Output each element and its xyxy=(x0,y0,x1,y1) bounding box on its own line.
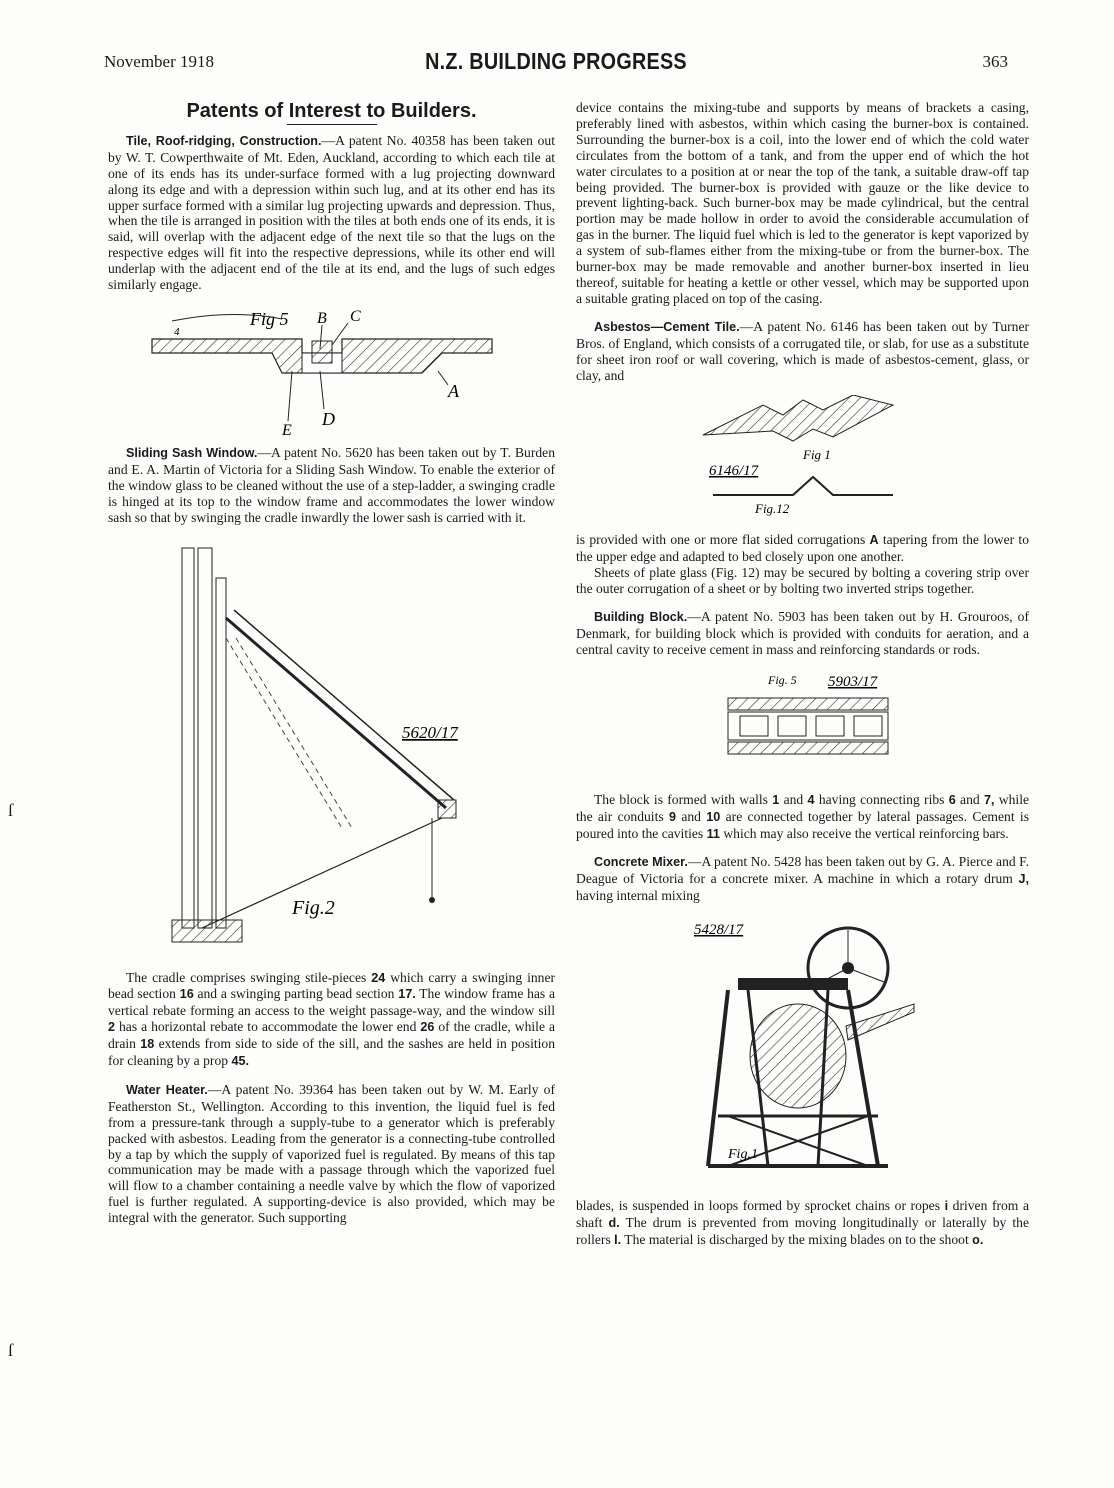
issue-date: November 1918 xyxy=(104,52,215,71)
mixer-fig-label: Fig.1 xyxy=(727,1147,758,1163)
ref-45: 45. xyxy=(231,1054,249,1069)
tile-label-4: 4 xyxy=(173,325,179,338)
right-column xyxy=(576,100,1029,1261)
block-p2-b: and xyxy=(783,791,804,807)
ref-18: 18 xyxy=(140,1037,155,1052)
ref-16: 16 xyxy=(179,987,194,1002)
sash-text: —A patent No. 5620 has been taken out by T. Burden and E. A. Martin of Victoria for a Sliding Sash Window. To enable the exterior of the window glass to be cleaned without the use of a step-ladder, a swinging cradle is hinged at its top to the window frame and accommodates the lower window sash so that by swinging the cradle inwardly the lower sash is carried with it. xyxy=(108,444,555,525)
ref-1: 1 xyxy=(772,792,780,807)
tile-label-d: D xyxy=(321,408,335,429)
cradle-text-f: of the cradle, while a drain xyxy=(108,1019,555,1052)
tile-paragraph xyxy=(108,133,555,293)
heater-continued: device contains the mixing-tube and supports by means of brackets a casing, preferably lined with asbestos, within which casing the burner-box is contained. Surrounding the burner-box is a coil, into the lower end of which the cold water circulates from the bottom of a tank, and from the upper end of which the hot water circulates to a position at or near the top of the tank, a suitable draw-off tap being provided. The burner-box is provided with gauze or the like device to prevent lighting-back. Such burner-box may be made cylindrical, but the central portion may be made hollow in order to avoid the considerable accumulation of gas in the burner. The liquid fuel which is led to the generator is kept vaporized by a system of sub-flames either from the mixing-tube or from the burner-box. The burner-box may be made removable and another burner-box inserted in lieu thereof, suitable for heating a kettle or other vessel, which may be supported upon a suitable grating placed on top of the casing. xyxy=(576,100,1029,306)
asbestos-text: —A patent No. 6146 has been taken out by Turner Bros. of England, which consists of a corrugated tile, or slab, for use as a substitute for sheet iron roof or wall covering, which is made of asbestos-cement, glass, or clay, and xyxy=(576,318,1030,383)
block-p2-f: and xyxy=(681,808,701,824)
mixer-heading: Concrete Mixer. xyxy=(594,855,688,870)
tile-text: —A patent No. 40358 has been taken out by W. T. Cowperthwaite of Mt. Eden, Auckland, according to which each tile at one of its ends has its under-surface formed with a lug projecting downward along its edge and with a depression within such lug, and at its other end has its upper surface formed with a similar lug projecting upwards and depression. Thus, when the tile is arranged in position with the tiles at both ends one of its ends, it is said, will overlap with the adjacent edge of the next tile so that the lugs on the respective edges will fit into the respective depressions, while its other end will underlap with the adjacent end of the tile at its end, and the lugs of such edges similarly engage. xyxy=(108,132,555,293)
ref-d: d. xyxy=(608,1216,620,1231)
publication-title: N.Z. BUILDING PROGRESS xyxy=(425,48,687,74)
asbestos-after-a: is provided with one or more flat sided corrugations xyxy=(576,532,866,548)
left-column xyxy=(108,100,555,1238)
cradle-text-b: which carry a swinging inner bead section xyxy=(108,969,556,1002)
heater-text-left: —A patent No. 39364 has been taken out by W. M. Early of Featherston St., Wellington. According to this invention, the liquid fuel is fed from a pressure-tank through a supply-tube to a generator which is preferably packed with asbestos. Leading from the generator is a connecting-tube controlled by a tap by which the supply of vaporized fuel is regulated. By means of this tap communication may be made with a passage through which the vaporized fuel will flow to a chamber containing a needle valve by which the flow of vaporized fuel is further regulated. A supporting-device is also provided, which may be integral with the generator. Such supporting xyxy=(108,1081,555,1226)
block-p2-h: which may also receive the vertical reinforcing bars. xyxy=(723,825,1009,841)
tile-label-c: C xyxy=(349,307,361,325)
sash-fig-label: Fig.2 xyxy=(291,896,335,919)
cradle-paragraph xyxy=(108,970,555,1070)
block-text: —A patent No. 5903 has been taken out by H. Grouroos, of Denmark, for building block which is provided with conduits for aeration, and a central cavity to receive cement in mass and reinforcing standards or rods. xyxy=(576,609,1029,657)
block-p2-c: having connecting ribs xyxy=(818,791,945,807)
ref-7: 7, xyxy=(983,792,995,807)
article-title: Patents of Interest to Builders. xyxy=(186,100,477,122)
mixer-fig-number: 5428/17 xyxy=(693,922,743,939)
ref-17: 17. xyxy=(398,987,416,1002)
ref-2: 2 xyxy=(108,1020,116,1035)
cradle-text-d: The window frame has a vertical rebate forming an access to the weight passage-way, and the window sill xyxy=(108,986,556,1019)
block-paragraph xyxy=(576,609,1029,658)
block-p2-d: and xyxy=(960,791,980,807)
ref-26: 26 xyxy=(420,1020,435,1035)
cradle-text-e: has a horizontal rebate to accommodate the lower end xyxy=(118,1019,417,1035)
fig12-label: Fig.12 xyxy=(754,501,789,517)
cradle-text-c: and a swinging parting bead section xyxy=(197,986,395,1002)
block-p2-g: are connected together by lateral passages. Cement is poured into the cavities xyxy=(576,808,1029,841)
heater-heading: Water Heater. xyxy=(126,1082,208,1097)
mixer-paragraph-2 xyxy=(576,1198,1029,1249)
mixer-paragraph xyxy=(576,854,1029,904)
building-block-figure xyxy=(708,670,898,780)
sash-paragraph xyxy=(108,445,555,526)
asbestos-paragraph xyxy=(576,319,1029,384)
tile-heading: Tile, Roof-ridging, Construction. xyxy=(126,133,322,148)
fig1-label: Fig 1 xyxy=(802,447,831,463)
asbestos-fig-number: 6146/17 xyxy=(708,463,758,480)
tile-figure xyxy=(142,301,522,437)
asbestos-paragraph-2: Sheets of plate glass (Fig. 12) may be secured by bolting a covering strip over the outer corrugation of a sheet or by bolting two inverted strips together. xyxy=(576,565,1029,597)
ref-24: 24 xyxy=(371,970,386,985)
sash-window-figure xyxy=(142,538,522,958)
asbestos-continued xyxy=(576,532,1029,565)
block-heading: Building Block. xyxy=(594,610,688,625)
ref-11: 11 xyxy=(706,826,720,841)
tile-label-b: B xyxy=(316,309,327,327)
sash-fig-number: 5620/17 xyxy=(401,722,458,742)
block-paragraph-2 xyxy=(576,792,1029,843)
ref-6: 6 xyxy=(948,792,956,807)
ref-l: l. xyxy=(614,1233,622,1247)
mixer-p2-d: The material is discharged by the mixing blades on to the shoot xyxy=(624,1232,969,1247)
page-header xyxy=(104,48,1008,78)
ref-9: 9 xyxy=(668,809,676,824)
block-fig-number: 5903/17 xyxy=(827,673,877,690)
tile-fig-label: Fig 5 xyxy=(249,308,288,329)
heater-paragraph xyxy=(108,1082,555,1226)
mixer-p2-a: blades, is suspended in loops formed by sprocket chains or ropes xyxy=(576,1198,940,1214)
concrete-mixer-figure xyxy=(688,916,918,1186)
margin-mark: ſ xyxy=(8,800,14,820)
title-rule xyxy=(287,124,377,125)
block-fig-label: Fig. 5 xyxy=(767,672,797,687)
asbestos-after-b: tapering from the lower to the upper edge and adapted to bed closely upon one another. xyxy=(576,532,1029,565)
asbestos-heading: Asbestos—Cement Tile. xyxy=(594,319,740,334)
ref-o: o. xyxy=(972,1233,984,1247)
block-p2-e: while the air conduits xyxy=(576,791,1029,824)
mixer-text-b: having internal mixing xyxy=(576,888,700,904)
cradle-text-g: extends from side to side of the sill, and the sashes are held in position for cleaning by a prop xyxy=(108,1036,555,1069)
ref-j: J, xyxy=(1018,872,1030,887)
tile-label-a: A xyxy=(447,380,459,401)
mixer-text-a: —A patent No. 5428 has been taken out by G. A. Pierce and F. Deague of Victoria for a concrete mixer. A machine in which a rotary drum xyxy=(576,854,1029,887)
mixer-p2-c: The drum is prevented from moving longitudinally or laterally by the rollers xyxy=(576,1215,1030,1247)
asbestos-tile-figure xyxy=(693,395,913,520)
ref-a: A xyxy=(869,533,879,548)
margin-mark: ſ xyxy=(8,1340,14,1360)
sash-heading: Sliding Sash Window. xyxy=(126,445,258,460)
page-number: 363 xyxy=(982,52,1008,71)
ref-10: 10 xyxy=(706,809,721,824)
mixer-p2-b: driven from a shaft xyxy=(576,1198,1029,1231)
tile-label-e: E xyxy=(281,421,292,437)
block-p2-a: The block is formed with walls xyxy=(594,791,768,807)
ref-i: i xyxy=(944,1199,949,1214)
cradle-text-a: The cradle comprises swinging stile-pieces xyxy=(126,969,367,985)
ref-4: 4 xyxy=(807,792,815,807)
